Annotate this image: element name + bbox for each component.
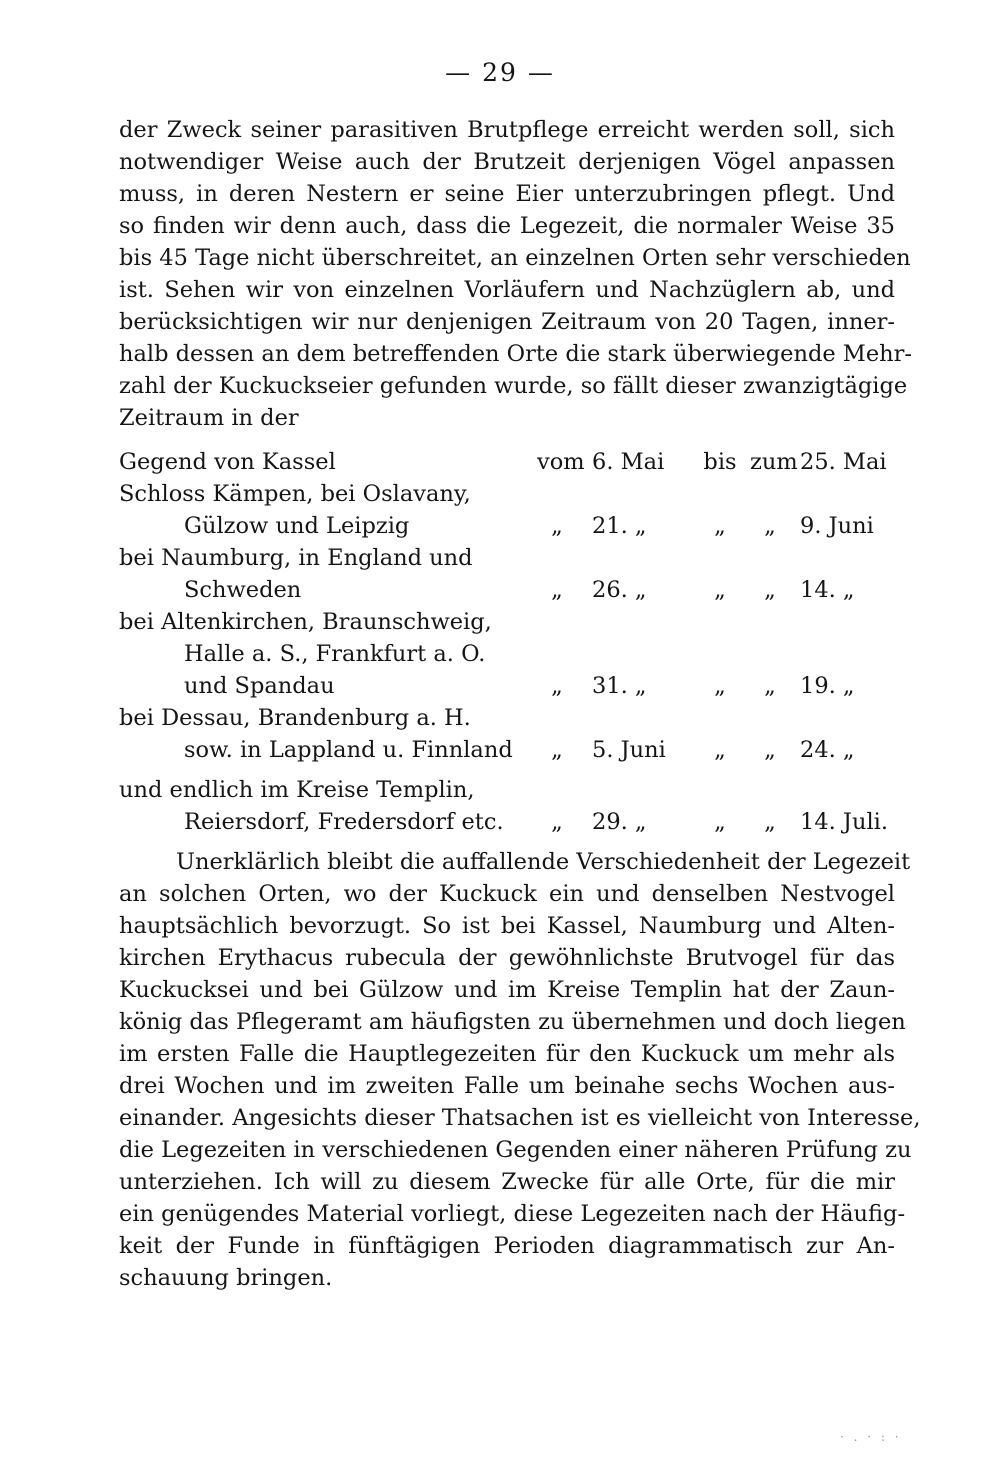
text-line: bis 45 Tage nicht überschreitet, an einzelnen Orten sehr verschieden xyxy=(119,245,911,271)
ditto-mark: „ xyxy=(714,809,726,835)
text-line: ist. Sehen wir von einzelnen Vorläufern und Nachzüglern ab, und xyxy=(119,277,895,303)
text-line: Kuckucksei und bei Gülzow und im Kreise Templin hat der Zaun- xyxy=(119,977,895,1003)
text-line: zahl der Kuckuckseier gefunden wurde, so fällt dieser zwanzigtägige xyxy=(119,373,908,399)
text-line: Zeitraum in der xyxy=(119,405,299,431)
place-name: bei Naumburg, in England und xyxy=(119,545,473,571)
text-line: unterziehen. Ich will zu diesem Zwecke für alle Orte, für die mir xyxy=(119,1169,895,1195)
text-line: Unerklärlich bleibt die auffallende Verschiedenheit der Legezeit xyxy=(176,849,911,875)
place-name-continued: sow. in Lappland u. Finnland xyxy=(184,737,513,763)
text-line: so finden wir denn auch, dass die Legezeit, die normaler Weise 35 xyxy=(119,213,895,239)
ditto-mark: „ xyxy=(551,673,563,699)
text-line: notwendiger Weise auch der Brutzeit derjenigen Vögel anpassen xyxy=(119,149,895,175)
ditto-mark: „ xyxy=(714,673,726,699)
ditto-mark: „ xyxy=(714,513,726,539)
place-name-continued: und Spandau xyxy=(184,673,335,699)
end-date: 14. Juli. xyxy=(800,809,888,835)
text-line: halb dessen an dem betreffenden Orte die stark überwiegende Mehr- xyxy=(119,341,913,367)
ditto-mark: „ xyxy=(551,809,563,835)
start-date: 26. „ xyxy=(592,577,647,603)
ditto-mark: „ xyxy=(551,737,563,763)
text-line: einander. Angesichts dieser Thatsachen ist es vielleicht von Interesse, xyxy=(119,1105,921,1131)
until-word: bis xyxy=(703,449,737,475)
end-date: 14. „ xyxy=(800,577,855,603)
ditto-mark: „ xyxy=(551,513,563,539)
place-name: Gegend von Kassel xyxy=(119,449,336,475)
page-number: — 29 — xyxy=(445,58,555,87)
ditto-mark: „ xyxy=(764,673,776,699)
text-line: drei Wochen und im zweiten Falle um beinahe sechs Wochen aus- xyxy=(119,1073,895,1099)
text-line: hauptsächlich bevorzugt. So ist bei Kassel, Naumburg und Alten- xyxy=(119,913,895,939)
ditto-mark: „ xyxy=(714,737,726,763)
place-name-continued: Halle a. S., Frankfurt a. O. xyxy=(184,641,486,667)
text-line: ein genügendes Material vorliegt, diese Legezeiten nach der Häufig- xyxy=(119,1201,906,1227)
end-date: 9. Juni xyxy=(800,513,874,539)
text-line: keit der Funde in fünftägigen Perioden diagrammatisch zur An- xyxy=(119,1233,895,1259)
ditto-mark: „ xyxy=(551,577,563,603)
ditto-mark: „ xyxy=(764,513,776,539)
start-date: 5. Juni xyxy=(592,737,666,763)
text-line: könig das Pflegeramt am häufigsten zu übernehmen und doch liegen xyxy=(119,1009,906,1035)
text-line: im ersten Falle die Hauptlegezeiten für den Kuckuck um mehr als xyxy=(119,1041,895,1067)
text-line: muss, in deren Nestern er seine Eier unterzubringen pflegt. Und xyxy=(119,181,895,207)
ditto-mark: „ xyxy=(764,577,776,603)
place-name-continued: Schweden xyxy=(184,577,302,603)
ditto-mark: „ xyxy=(764,737,776,763)
end-date: 24. „ xyxy=(800,737,855,763)
ditto-mark: „ xyxy=(714,577,726,603)
place-name-continued: Gülzow und Leipzig xyxy=(184,513,410,539)
start-date: 6. Mai xyxy=(592,449,665,475)
ditto-mark: „ xyxy=(764,809,776,835)
place-name-continued: Reiersdorf, Fredersdorf etc. xyxy=(184,809,504,835)
from-word: vom xyxy=(537,449,585,475)
text-line: die Legezeiten in verschiedenen Gegenden einer näheren Prüfung zu xyxy=(119,1137,912,1163)
end-date: 19. „ xyxy=(800,673,855,699)
text-line: an solchen Orten, wo der Kuckuck ein und denselben Nestvogel xyxy=(119,881,895,907)
start-date: 29. „ xyxy=(592,809,647,835)
end-date: 25. Mai xyxy=(800,449,887,475)
text-line: schauung bringen. xyxy=(119,1265,333,1291)
place-name: bei Dessau, Brandenburg a. H. xyxy=(119,705,471,731)
to-word: zum xyxy=(750,449,798,475)
place-name: Schloss Kämpen, bei Oslavany, xyxy=(119,481,471,507)
text-line: berücksichtigen wir nur denjenigen Zeitraum von 20 Tagen, inner- xyxy=(119,309,895,335)
start-date: 31. „ xyxy=(592,673,647,699)
place-name: bei Altenkirchen, Braunschweig, xyxy=(119,609,492,635)
place-name: und endlich im Kreise Templin, xyxy=(119,777,475,803)
text-line: kirchen Erythacus rubecula der gewöhnlichste Brutvogel für das xyxy=(119,945,895,971)
text-line: der Zweck seiner parasitiven Brutpflege erreicht werden soll, sich xyxy=(119,117,895,143)
scan-speckles: · . · : · xyxy=(840,1430,902,1444)
start-date: 21. „ xyxy=(592,513,647,539)
